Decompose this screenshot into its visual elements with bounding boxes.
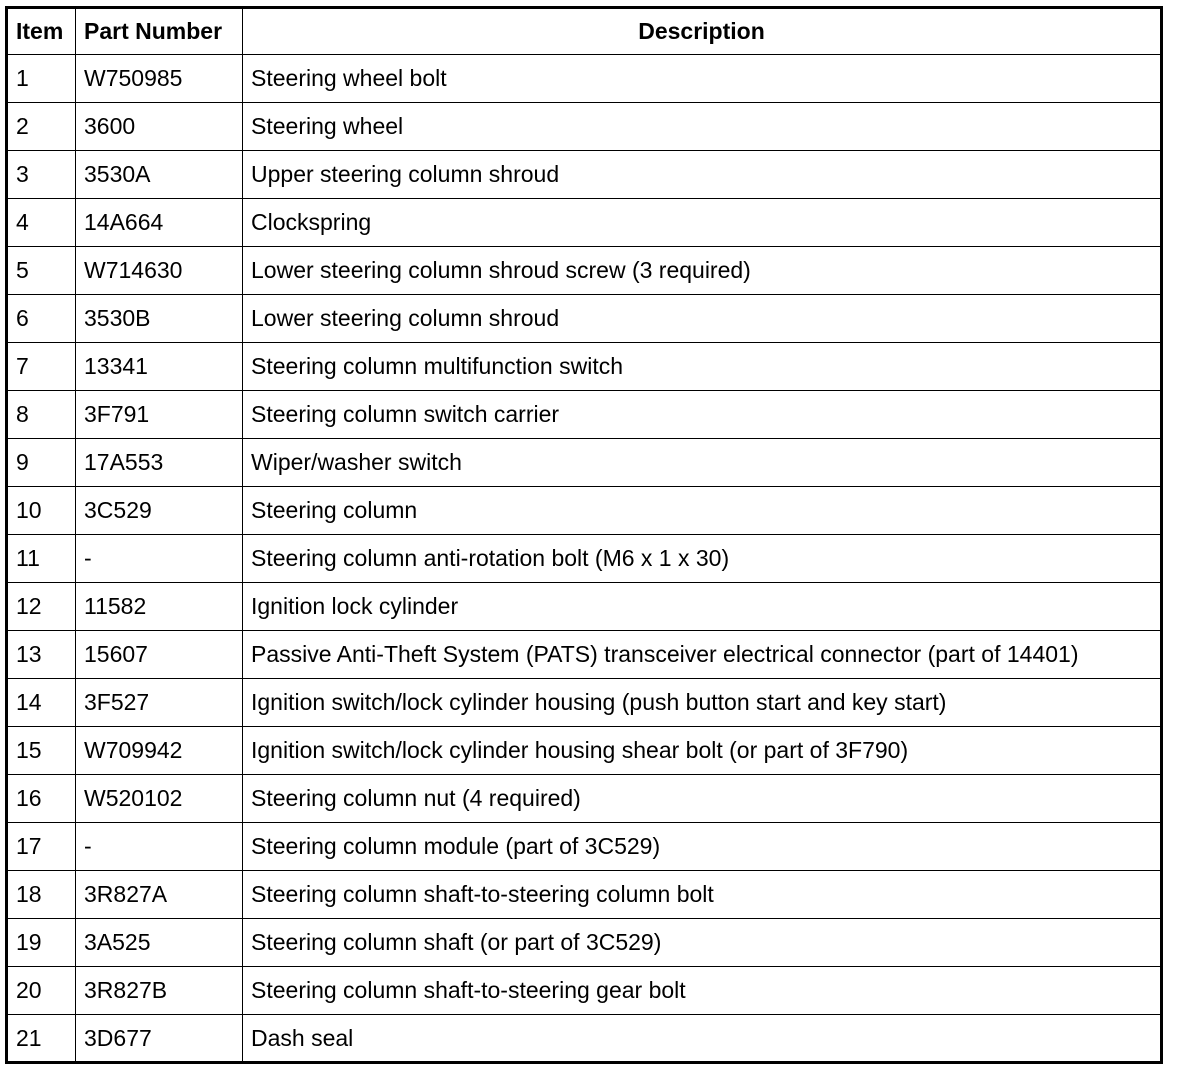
cell-description: Steering column shaft-to-steering gear bolt: [243, 967, 1162, 1015]
cell-description: Steering column module (part of 3C529): [243, 823, 1162, 871]
table-row: [7, 391, 1162, 439]
cell-description: Upper steering column shroud: [243, 151, 1162, 199]
cell-description: Steering column anti-rotation bolt (M6 x 1 x 30): [243, 535, 1162, 583]
table-row: [7, 343, 1162, 391]
cell-item: 9: [7, 439, 76, 487]
cell-description: Lower steering column shroud screw (3 required): [243, 247, 1162, 295]
cell-item: 18: [7, 871, 76, 919]
cell-part-number: 13341: [76, 343, 243, 391]
cell-description: Ignition switch/lock cylinder housing (push button start and key start): [243, 679, 1162, 727]
cell-item: 19: [7, 919, 76, 967]
cell-part-number: W714630: [76, 247, 243, 295]
cell-part-number: 3530B: [76, 295, 243, 343]
cell-part-number: 3600: [76, 103, 243, 151]
cell-item: 21: [7, 1015, 76, 1063]
cell-item: 16: [7, 775, 76, 823]
cell-part-number: 3530A: [76, 151, 243, 199]
cell-description: Passive Anti-Theft System (PATS) transceiver electrical connector (part of 14401): [243, 631, 1162, 679]
cell-part-number: 3F791: [76, 391, 243, 439]
cell-description: Steering column shaft-to-steering column bolt: [243, 871, 1162, 919]
cell-description: Steering column: [243, 487, 1162, 535]
cell-description: Ignition switch/lock cylinder housing shear bolt (or part of 3F790): [243, 727, 1162, 775]
cell-description: Steering column shaft (or part of 3C529): [243, 919, 1162, 967]
cell-description: Steering column multifunction switch: [243, 343, 1162, 391]
cell-description: Ignition lock cylinder: [243, 583, 1162, 631]
cell-item: 17: [7, 823, 76, 871]
cell-part-number: W520102: [76, 775, 243, 823]
cell-item: 11: [7, 535, 76, 583]
cell-item: 2: [7, 103, 76, 151]
table-body: [7, 55, 1162, 1063]
cell-item: 10: [7, 487, 76, 535]
table-row: [7, 247, 1162, 295]
cell-item: 1: [7, 55, 76, 103]
cell-item: 6: [7, 295, 76, 343]
cell-item: 13: [7, 631, 76, 679]
cell-part-number: 3C529: [76, 487, 243, 535]
cell-part-number: 3F527: [76, 679, 243, 727]
table-row: [7, 823, 1162, 871]
table-row: [7, 583, 1162, 631]
cell-item: 4: [7, 199, 76, 247]
table-row: [7, 1015, 1162, 1063]
cell-description: Wiper/washer switch: [243, 439, 1162, 487]
cell-item: 14: [7, 679, 76, 727]
cell-description: Steering column nut (4 required): [243, 775, 1162, 823]
cell-item: 7: [7, 343, 76, 391]
table-row: [7, 967, 1162, 1015]
cell-part-number: 14A664: [76, 199, 243, 247]
cell-description: Clockspring: [243, 199, 1162, 247]
cell-part-number: 15607: [76, 631, 243, 679]
header-description: Description: [243, 8, 1162, 55]
table-row: [7, 679, 1162, 727]
table-header: [7, 8, 1162, 55]
header-item: Item: [7, 8, 76, 55]
table-row: [7, 487, 1162, 535]
cell-part-number: -: [76, 535, 243, 583]
cell-part-number: 3R827B: [76, 967, 243, 1015]
cell-part-number: -: [76, 823, 243, 871]
table-row: [7, 103, 1162, 151]
cell-item: 5: [7, 247, 76, 295]
cell-item: 20: [7, 967, 76, 1015]
cell-part-number: W750985: [76, 55, 243, 103]
cell-description: Steering wheel: [243, 103, 1162, 151]
cell-part-number: 3D677: [76, 1015, 243, 1063]
cell-part-number: 3A525: [76, 919, 243, 967]
cell-item: 12: [7, 583, 76, 631]
table-row: [7, 631, 1162, 679]
cell-description: Lower steering column shroud: [243, 295, 1162, 343]
cell-part-number: 17A553: [76, 439, 243, 487]
cell-item: 3: [7, 151, 76, 199]
table-row: [7, 727, 1162, 775]
cell-item: 15: [7, 727, 76, 775]
table-row: [7, 199, 1162, 247]
table-row: [7, 295, 1162, 343]
table-row: [7, 775, 1162, 823]
cell-part-number: W709942: [76, 727, 243, 775]
cell-description: Steering wheel bolt: [243, 55, 1162, 103]
table-row: [7, 55, 1162, 103]
cell-part-number: 11582: [76, 583, 243, 631]
table-row: [7, 151, 1162, 199]
table-row: [7, 871, 1162, 919]
cell-item: 8: [7, 391, 76, 439]
header-row: [7, 8, 1162, 55]
table-row: [7, 535, 1162, 583]
cell-description: Steering column switch carrier: [243, 391, 1162, 439]
cell-description: Dash seal: [243, 1015, 1162, 1063]
table-row: [7, 919, 1162, 967]
cell-part-number: 3R827A: [76, 871, 243, 919]
header-part-number: Part Number: [76, 8, 243, 55]
parts-table: [5, 6, 1163, 1064]
table-row: [7, 439, 1162, 487]
